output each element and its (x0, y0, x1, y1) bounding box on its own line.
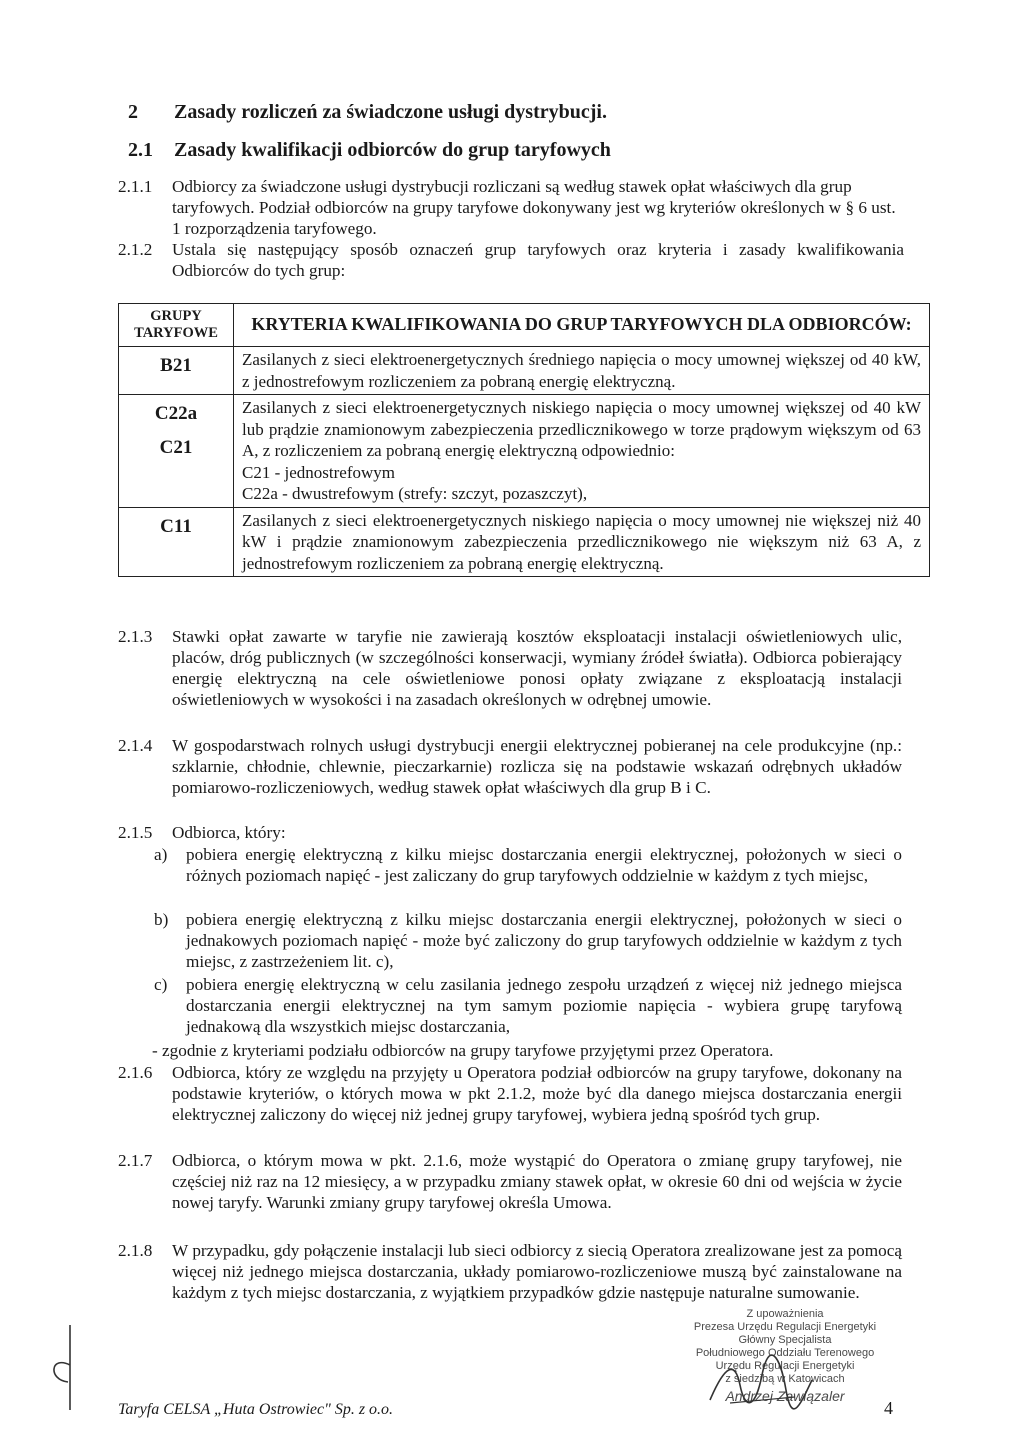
paragraph-2-1-3 (118, 626, 902, 710)
paragraph-2-1-5-closing (152, 1040, 902, 1061)
list-item-text: pobiera energię elektryczną z kilku miejsc dostarczania energii elektrycznej, położonych w sieci o różnych poziomach napięć - jest zaliczany do grup taryfowych oddzielnie w każdym z tych miejsc, (186, 845, 902, 885)
table-row (119, 347, 930, 395)
list-item-label: c) (154, 975, 168, 994)
paragraph-number: 2.1.6 (118, 1063, 153, 1082)
criteria-text: Zasilanych z sieci elektroenergetycznych niskiego napięcia o mocy umownej większej od 40 kW lub prądzie znamionowym zabezpieczenia przedlicznikowego w torze prądowym większym od 63 A, z rozliczeniem za pobraną energię elektryczną odpowiednio: (242, 398, 921, 460)
list-item-c (154, 974, 902, 1037)
paragraph-text: Ustala się następujący sposób oznaczeń grup taryfowych oraz kryteria i zasady kwalifikowania Odbiorców do tych grup: (172, 240, 904, 280)
tariff-group-cell (119, 395, 234, 508)
paragraph-text: - zgodnie z kryteriami podziału odbiorców na grupy taryfowe przyjętymi przez Operatora. (152, 1041, 774, 1060)
subsection-number: 2.1 (128, 139, 153, 161)
column-header-groups: GRUPY TARYFOWE (119, 304, 234, 347)
paragraph-number: 2.1.2 (118, 240, 153, 259)
paragraph-2-1-2 (118, 239, 904, 281)
handwritten-signature (700, 1345, 820, 1415)
criteria-text: Zasilanych z sieci elektroenergetycznych średniego napięcia o mocy umownej większej od 40 kW, z jednostrefowym rozliczeniem za pobraną energię elektryczną. (242, 350, 921, 391)
stamp-line: Z upoważnienia (746, 1308, 824, 1320)
paragraph-number: 2.1.5 (118, 823, 153, 842)
criteria-cell (234, 395, 930, 508)
list-item-label: b) (154, 910, 169, 929)
column-header-criteria: KRYTERIA KWALIFIKOWANIA DO GRUP TARYFOWYCH DLA ODBIORCÓW: (234, 304, 930, 347)
paragraph-2-1-7 (118, 1150, 902, 1213)
paragraph-text: Odbiorcy za świadczone usługi dystrybucji rozliczani są według stawek opłat właściwych dla grup taryfowych. Podział odbiorców na grupy taryfowe dokonywany jest wg kryteriów określonych w § 6 ust. 1 rozporządzenia taryfowego. (172, 177, 896, 238)
stamp-line: Urzędu Regulacji Energetyki (715, 1360, 855, 1372)
paragraph-2-1-6 (118, 1062, 902, 1125)
paragraph-text: W gospodarstwach rolnych usługi dystrybucji energii elektrycznej pobieranej na cele produkcyjne (np.: szklarnie, chłodnie, chlewnie, pieczarkarnie) rozlicza się na podstawie wskazań odrębnych układów pomiarowo-rozliczeniowych, według stawek opłat właściwych dla grup B i C. (172, 736, 902, 797)
tariff-group-code: C21 (159, 437, 193, 458)
table-row (119, 507, 930, 577)
paragraph-2-1-5 (118, 822, 902, 843)
paragraph-number: 2.1.7 (118, 1151, 153, 1170)
paragraph-text: Odbiorca, o którym mowa w pkt. 2.1.6, może wystąpić do Operatora o zmianę grupy taryfowej, nie częściej niż raz na 12 miesięcy, a w przypadku zmiany stawek opłat, w okresie 60 dni od wejścia w życie nowej taryfy. Warunki zmiany grupy taryfowej określa Umowa. (172, 1151, 902, 1212)
list-item-a (154, 844, 902, 886)
paragraph-text: Odbiorca, który: (172, 823, 286, 842)
section-number: 2 (128, 101, 138, 123)
paragraph-2-1-4 (118, 735, 902, 798)
subsection-title: Zasady kwalifikacji odbiorców do grup taryfowych (174, 139, 611, 161)
paragraph-number: 2.1.4 (118, 736, 153, 755)
paragraph-number: 2.1.8 (118, 1241, 153, 1260)
subsection-heading (128, 139, 611, 162)
paragraph-number: 2.1.1 (118, 177, 153, 196)
section-title: Zasady rozliczeń za świadczone usługi dystrybucji. (174, 101, 607, 123)
paragraph-number: 2.1.3 (118, 627, 153, 646)
stamp-line: Prezesa Urzędu Regulacji Energetyki (693, 1321, 877, 1333)
tariff-group-code: C22a (154, 403, 198, 424)
list-item-b (154, 909, 902, 972)
paragraph-2-1-8 (118, 1240, 902, 1303)
criteria-text: Zasilanych z sieci elektroenergetycznych niskiego napięcia o mocy umownej nie większej niż 40 kW i prądzie znamionowym zabezpieczenia przedlicznikowego nie większym niż 63 A, z jednostrefowym rozliczeniem za pobraną energię elektryczną. (242, 510, 921, 573)
stamp-line: z siedzibą w Katowicach (725, 1373, 845, 1385)
paragraph-text: Odbiorca, który ze względu na przyjęty u Operatora podział odbiorców na grupy taryfowe, dokonany na podstawie kryteriów, o których mowa w pkt 2.1.2, może być dla danego miejsca dostarczania energii elektrycznej zaliczony do więcej niż jednej grupy taryfowej, wybiera jedną spośród tych grup. (172, 1063, 902, 1124)
paragraph-text: W przypadku, gdy połączenie instalacji lub sieci odbiorcy z siecią Operatora zrealizowane jest za pomocą więcej niż jednego miejsca dostarczania, układy pomiarowo-rozliczeniowe muszą być zainstalowane na każdym z tych miejsc dostarczania, z wyjątkiem przypadków gdzie następuje naturalne sumowanie. (172, 1241, 902, 1302)
page-initial-mark (40, 1320, 90, 1415)
tariff-group-code: B21 (160, 355, 192, 376)
tariff-group-table (118, 303, 930, 577)
list-item-text: pobiera energię elektryczną z kilku miejsc dostarczania energii elektrycznej, położonych w sieci o jednakowych poziomach napięć - może być zaliczony do grup taryfowych oddzielnie w każdym z tych miejsc, z zastrzeżeniem lit. c), (186, 910, 902, 971)
page-number: 4 (884, 1398, 893, 1418)
footer-document-title: Taryfa CELSA „Huta Ostrowiec" Sp. z o.o. (118, 1401, 394, 1418)
criteria-option: C22a - dwustrefowym (strefy: szczyt, pozaszczyt), (242, 484, 588, 503)
tariff-group-code: C11 (160, 515, 192, 537)
stamp-line: Południowego Oddziału Terenowego (695, 1347, 875, 1359)
section-heading (128, 101, 607, 124)
criteria-option: C21 - jednostrefowym (242, 462, 395, 482)
stamp-line: Andrzej Zawiązaler (725, 1388, 845, 1404)
tariff-group-cell (119, 347, 234, 395)
stamp-line: Główny Specjalista (738, 1334, 832, 1346)
criteria-cell (234, 347, 930, 395)
table-row (119, 395, 930, 508)
criteria-cell (234, 507, 930, 577)
paragraph-text: Stawki opłat zawarte w taryfie nie zawierają kosztów eksploatacji instalacji oświetleniowych ulic, placów, dróg publicznych (w szczególności konserwacji, wymiany źródeł światła). Odbiorca pobierający energię elektryczną na cele oświetleniowe ponosi opłaty związane z eksploatacją instalacji oświetleniowych w wysokości i na zasadach określonych w odrębnej umowie. (172, 627, 902, 709)
list-item-label: a) (154, 845, 168, 864)
tariff-group-cell (119, 507, 234, 577)
paragraph-2-1-1 (118, 176, 904, 239)
list-item-text: pobiera energię elektryczną w celu zasilania jednego zespołu urządzeń z więcej niż jednego miejsca dostarczania energii elektrycznej na tym samym poziomie napięcia - wybiera grupę taryfową jednakową dla wszystkich miejsc dostarczania, (186, 975, 902, 1036)
table-header-row (119, 304, 930, 347)
